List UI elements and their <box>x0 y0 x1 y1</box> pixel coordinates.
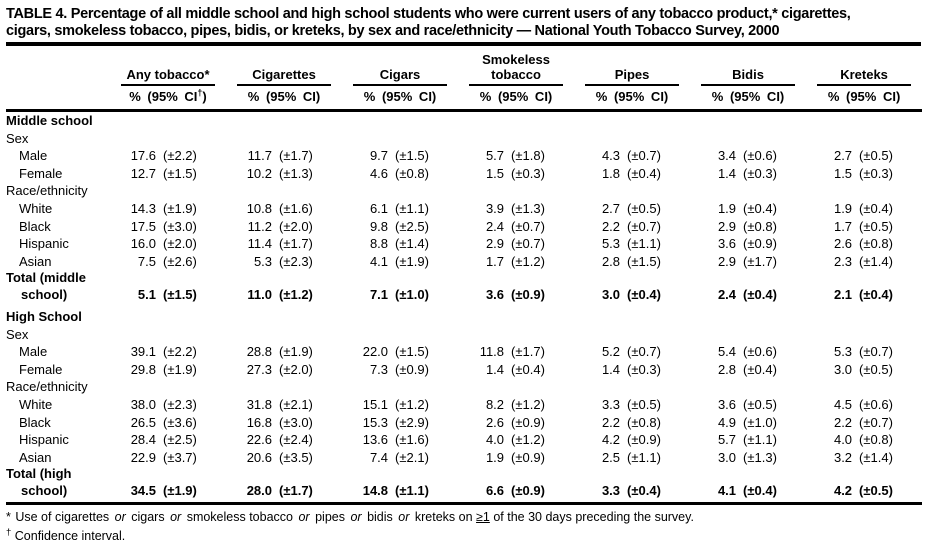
cell-percent: 11.8 <box>479 344 505 360</box>
cell-percent: 6.6 <box>458 466 504 503</box>
cell-percent: 3.0 <box>833 361 853 377</box>
cell-percent: 3.6 <box>717 396 737 412</box>
cell-percent: 1.9 <box>833 200 853 216</box>
row-label: White <box>19 396 53 412</box>
column-group-header: Kreteks <box>806 46 922 86</box>
cell-percent: 17.6 <box>130 148 156 164</box>
cell-confidence-interval: (±3.7) <box>163 449 197 465</box>
cell-percent: 11.2 <box>247 218 273 234</box>
cell-confidence-interval: (±1.8) <box>511 148 545 164</box>
cell-confidence-interval: (±0.8) <box>743 218 777 234</box>
table-row <box>6 130 922 148</box>
table-row <box>6 270 922 304</box>
cell-percent: 27.3 <box>246 361 273 377</box>
cell-percent: 16.0 <box>130 236 156 252</box>
column-header-spacer <box>6 46 110 86</box>
cell-confidence-interval: (±0.4) <box>743 287 777 303</box>
row-label: Race/ethnicity <box>6 379 88 395</box>
cell-percent: 22.6 <box>246 432 273 448</box>
cell-confidence-interval: (±1.4) <box>395 236 429 252</box>
cell-percent: 15.1 <box>362 396 389 412</box>
table-row <box>6 304 922 326</box>
cell-percent: 28.4 <box>130 432 156 448</box>
cell-confidence-interval: (±0.9) <box>511 414 545 430</box>
cell-percent: 11.4 <box>247 236 273 252</box>
cell-confidence-interval: (±0.5) <box>859 148 893 164</box>
cell-confidence-interval: (±1.7) <box>743 253 777 269</box>
cell-confidence-interval: (±1.9) <box>163 361 197 377</box>
cell-percent: 4.9 <box>717 414 737 430</box>
row-label: Total (middle school) <box>6 270 86 303</box>
cell-percent: 3.6 <box>485 287 505 303</box>
cell-confidence-interval: (±0.5) <box>859 361 893 377</box>
table-body <box>6 111 922 504</box>
table-row <box>6 253 922 271</box>
cell-confidence-interval: (±1.3) <box>743 449 777 465</box>
cell-percent: 7.4 <box>369 449 389 465</box>
cell-confidence-interval: (±0.9) <box>511 449 545 465</box>
cell-percent: 22.0 <box>362 344 389 360</box>
table-title <box>6 6 921 39</box>
cell-percent: 28.8 <box>246 344 273 360</box>
cell-confidence-interval: (±0.9) <box>504 466 574 503</box>
cell-confidence-interval: (±0.9) <box>511 287 545 303</box>
cell-confidence-interval: (±1.6) <box>279 200 313 216</box>
cell-confidence-interval: (±1.1) <box>627 449 661 465</box>
cell-percent: 8.2 <box>485 396 505 412</box>
column-group-header: Cigars <box>342 46 458 86</box>
cell-percent: 8.8 <box>369 236 389 252</box>
row-label: Female <box>19 165 63 181</box>
column-subheader: % (95% CI) <box>690 86 806 111</box>
cell-percent: 3.4 <box>717 148 737 164</box>
cell-confidence-interval: (±0.4) <box>743 361 777 377</box>
cell-percent: 12.7 <box>130 165 156 181</box>
row-label: Race/ethnicity <box>6 183 88 199</box>
column-subheader: % (95% CI) <box>806 86 922 111</box>
cell-confidence-interval: (±0.9) <box>395 361 429 377</box>
cell-confidence-interval: (±0.5) <box>852 466 922 503</box>
cell-percent: 22.9 <box>130 449 156 465</box>
cell-percent: 39.1 <box>130 344 156 360</box>
cell-confidence-interval: (±1.7) <box>279 148 313 164</box>
cell-confidence-interval: (±0.7) <box>627 344 661 360</box>
cell-percent: 6.1 <box>369 200 389 216</box>
table-row <box>6 343 922 361</box>
cell-confidence-interval: (±0.5) <box>743 396 777 412</box>
cell-confidence-interval: (±0.7) <box>511 218 545 234</box>
cell-confidence-interval: (±1.3) <box>279 165 313 181</box>
cell-confidence-interval: (±0.3) <box>511 165 545 181</box>
column-group-header: Any tobacco* <box>110 46 226 86</box>
cell-confidence-interval: (±3.0) <box>279 414 313 430</box>
cell-confidence-interval: (±0.7) <box>859 344 893 360</box>
cell-confidence-interval: (±0.3) <box>743 165 777 181</box>
cell-confidence-interval: (±2.0) <box>279 361 313 377</box>
cell-confidence-interval: (±2.2) <box>163 344 197 360</box>
cell-confidence-interval: (±0.8) <box>395 165 429 181</box>
cell-confidence-interval: (±3.6) <box>163 414 197 430</box>
cell-percent: 3.3 <box>574 466 620 503</box>
cell-percent: 38.0 <box>130 396 156 412</box>
table-row <box>6 218 922 236</box>
cell-percent: 1.7 <box>485 253 505 269</box>
column-subheader: % (95% CI†) <box>110 86 226 111</box>
cell-confidence-interval: (±0.4) <box>743 200 777 216</box>
cell-percent: 3.6 <box>717 236 737 252</box>
cell-confidence-interval: (±1.3) <box>511 200 545 216</box>
cell-percent: 2.2 <box>601 218 621 234</box>
table-row <box>6 235 922 253</box>
data-table <box>6 46 922 505</box>
cell-confidence-interval: (±0.4) <box>627 165 661 181</box>
cell-percent: 9.7 <box>369 148 389 164</box>
cell-percent: 2.6 <box>833 236 853 252</box>
empty-cells <box>110 130 922 148</box>
cell-confidence-interval: (±0.5) <box>627 396 661 412</box>
cell-confidence-interval: (±0.7) <box>859 414 893 430</box>
cell-percent: 2.9 <box>485 236 505 252</box>
cell-percent: 17.5 <box>130 218 156 234</box>
cell-percent: 1.4 <box>717 165 737 181</box>
cell-percent: 2.9 <box>717 253 737 269</box>
cell-percent: 5.3 <box>833 344 853 360</box>
footnotes <box>6 509 921 545</box>
column-subheader: % (95% CI) <box>226 86 342 111</box>
cell-percent: 1.5 <box>485 165 505 181</box>
cell-confidence-interval: (±1.1) <box>388 466 458 503</box>
cell-percent: 11.7 <box>247 148 273 164</box>
cell-percent: 3.0 <box>717 449 737 465</box>
cell-confidence-interval: (±1.9) <box>156 466 226 503</box>
cell-percent: 10.2 <box>246 165 273 181</box>
cell-confidence-interval: (±0.6) <box>859 396 893 412</box>
cell-percent: 4.0 <box>485 432 505 448</box>
cell-confidence-interval: (±1.0) <box>743 414 777 430</box>
table-row <box>6 326 922 344</box>
cell-percent: 5.7 <box>485 148 505 164</box>
row-label: White <box>19 200 53 216</box>
cell-percent: 2.8 <box>717 361 737 377</box>
row-label: High School <box>6 308 82 324</box>
row-label: Hispanic <box>19 236 69 252</box>
cell-confidence-interval: (±0.3) <box>627 361 661 377</box>
cell-percent: 11.0 <box>247 287 273 303</box>
cell-percent: 1.8 <box>601 165 621 181</box>
cell-confidence-interval: (±1.5) <box>627 253 661 269</box>
row-label: Asian <box>19 253 52 269</box>
cell-confidence-interval: (±3.0) <box>163 218 197 234</box>
cell-confidence-interval: (±1.6) <box>395 432 429 448</box>
table-row <box>6 396 922 414</box>
cell-confidence-interval: (±2.1) <box>279 396 313 412</box>
cell-confidence-interval: (±2.0) <box>163 236 197 252</box>
table-row <box>6 182 922 200</box>
column-subheader: % (95% CI) <box>574 86 690 111</box>
cell-confidence-interval: (±2.4) <box>279 432 313 448</box>
cell-confidence-interval: (±2.9) <box>395 414 429 430</box>
cell-percent: 2.2 <box>601 414 621 430</box>
cell-percent: 2.1 <box>833 287 853 303</box>
table-row <box>6 147 922 165</box>
table-row <box>6 449 922 467</box>
cell-confidence-interval: (±3.5) <box>279 449 313 465</box>
cell-percent: 5.4 <box>717 344 737 360</box>
table-row <box>6 378 922 396</box>
row-label: Female <box>19 361 63 377</box>
cell-percent: 1.7 <box>833 218 853 234</box>
cell-percent: 28.0 <box>226 466 272 503</box>
cell-percent: 4.1 <box>369 253 389 269</box>
row-label: Male <box>19 344 48 360</box>
table-row <box>6 431 922 449</box>
row-label: Hispanic <box>19 432 69 448</box>
cell-percent: 4.2 <box>601 432 621 448</box>
footnote: † Confidence interval. <box>6 527 126 544</box>
cell-confidence-interval: (±0.9) <box>743 236 777 252</box>
cell-confidence-interval: (±2.0) <box>279 218 313 234</box>
cell-percent: 4.3 <box>601 148 621 164</box>
cell-confidence-interval: (±0.8) <box>859 432 893 448</box>
cell-confidence-interval: (±1.0) <box>395 287 429 303</box>
cell-confidence-interval: (±1.5) <box>163 287 197 303</box>
cell-percent: 10.8 <box>246 200 273 216</box>
cell-percent: 14.8 <box>342 466 388 503</box>
cell-percent: 4.2 <box>806 466 852 503</box>
cell-confidence-interval: (±1.1) <box>395 200 429 216</box>
cell-percent: 34.5 <box>110 466 156 503</box>
cell-confidence-interval: (±0.4) <box>859 287 893 303</box>
cell-confidence-interval: (±1.2) <box>511 432 545 448</box>
row-label: Black <box>19 218 51 234</box>
cell-percent: 4.1 <box>690 466 736 503</box>
table-row <box>6 466 922 503</box>
row-label: Asian <box>19 449 52 465</box>
cell-percent: 3.9 <box>485 200 505 216</box>
cell-confidence-interval: (±2.3) <box>163 396 197 412</box>
cell-percent: 5.3 <box>253 253 273 269</box>
cell-confidence-interval: (±0.7) <box>511 236 545 252</box>
column-subheader: % (95% CI) <box>342 86 458 111</box>
cell-percent: 2.7 <box>601 200 621 216</box>
cell-confidence-interval: (±0.3) <box>859 165 893 181</box>
cell-confidence-interval: (±1.7) <box>511 344 545 360</box>
cell-percent: 1.5 <box>833 165 853 181</box>
cell-confidence-interval: (±0.9) <box>627 432 661 448</box>
column-subheader: % (95% CI) <box>458 86 574 111</box>
cell-confidence-interval: (±0.6) <box>743 344 777 360</box>
cell-percent: 9.8 <box>369 218 389 234</box>
footnote-marker: * <box>6 509 11 524</box>
cell-confidence-interval: (±0.8) <box>627 414 661 430</box>
row-label: Male <box>19 148 48 164</box>
cell-percent: 2.4 <box>485 218 505 234</box>
cell-confidence-interval: (±2.1) <box>395 449 429 465</box>
cell-confidence-interval: (±0.5) <box>627 200 661 216</box>
cell-percent: 15.3 <box>362 414 389 430</box>
row-label: Total (high school) <box>6 466 110 503</box>
cell-percent: 14.3 <box>130 200 156 216</box>
row-label: Sex <box>6 130 29 146</box>
row-label: Black <box>19 414 51 430</box>
cell-percent: 5.2 <box>601 344 621 360</box>
column-subheader-spacer <box>6 86 110 111</box>
title-line-2: cigars, smokeless tobacco, pipes, bidis, or kreteks, by sex and race/ethnicity — National Youth Tobacco Survey, 2000 <box>6 22 780 39</box>
cell-percent: 2.8 <box>601 253 621 269</box>
cell-percent: 4.5 <box>833 396 853 412</box>
cell-percent: 4.0 <box>833 432 853 448</box>
cell-percent: 3.0 <box>601 287 621 303</box>
table-row <box>6 361 922 379</box>
cell-confidence-interval: (±2.2) <box>163 148 197 164</box>
cell-percent: 7.5 <box>137 253 156 269</box>
cell-confidence-interval: (±1.2) <box>395 396 429 412</box>
cell-percent: 16.8 <box>246 414 273 430</box>
cell-percent: 2.5 <box>601 449 621 465</box>
cell-confidence-interval: (±0.4) <box>859 200 893 216</box>
cell-percent: 7.1 <box>369 287 389 303</box>
cell-confidence-interval: (±2.5) <box>395 218 429 234</box>
cell-percent: 3.3 <box>601 396 621 412</box>
cell-confidence-interval: (±1.2) <box>279 287 313 303</box>
cell-percent: 5.7 <box>717 432 737 448</box>
cell-percent: 5.1 <box>137 287 156 303</box>
cell-percent: 31.8 <box>246 396 273 412</box>
cell-percent: 1.9 <box>485 449 505 465</box>
cell-percent: 4.6 <box>369 165 389 181</box>
cell-percent: 1.4 <box>601 361 621 377</box>
table-row <box>6 111 922 130</box>
cell-confidence-interval: (±1.4) <box>859 449 893 465</box>
cell-confidence-interval: (±0.8) <box>859 236 893 252</box>
column-group-header: Bidis <box>690 46 806 86</box>
cell-confidence-interval: (±0.4) <box>620 466 690 503</box>
cell-percent: 20.6 <box>246 449 273 465</box>
cell-confidence-interval: (±1.4) <box>859 253 893 269</box>
cell-confidence-interval: (±1.1) <box>743 432 777 448</box>
cell-percent: 2.7 <box>833 148 853 164</box>
footnote: * Use of cigarettes or cigars or smokeless tobacco or pipes or bidis or kreteks on ≥1 of the 30 days preceding the survey. <box>6 509 694 524</box>
empty-cells <box>110 182 922 200</box>
table-row <box>6 200 922 218</box>
cell-percent: 3.2 <box>833 449 853 465</box>
cell-percent: 29.8 <box>130 361 156 377</box>
cell-percent: 26.5 <box>130 414 156 430</box>
cell-confidence-interval: (±1.2) <box>511 396 545 412</box>
table-header <box>6 46 922 111</box>
cell-percent: 2.2 <box>833 414 853 430</box>
cell-confidence-interval: (±0.5) <box>859 218 893 234</box>
cell-percent: 2.3 <box>833 253 853 269</box>
footnote-marker: † <box>6 527 12 539</box>
cell-confidence-interval: (±1.7) <box>279 236 313 252</box>
empty-cells <box>110 111 922 130</box>
cell-confidence-interval: (±0.4) <box>736 466 806 503</box>
cell-confidence-interval: (±0.4) <box>627 287 661 303</box>
cell-confidence-interval: (±1.5) <box>395 148 429 164</box>
empty-cells <box>110 304 922 326</box>
cell-confidence-interval: (±1.9) <box>163 200 197 216</box>
cell-percent: 2.9 <box>717 218 737 234</box>
table-row <box>6 414 922 432</box>
cell-confidence-interval: (±2.3) <box>279 253 313 269</box>
cell-percent: 13.6 <box>362 432 389 448</box>
column-group-header: Pipes <box>574 46 690 86</box>
cell-confidence-interval: (±1.7) <box>272 466 342 503</box>
cell-percent: 2.6 <box>485 414 505 430</box>
empty-cells <box>110 326 922 344</box>
cell-percent: 5.3 <box>601 236 621 252</box>
cell-confidence-interval: (±1.9) <box>395 253 429 269</box>
cell-percent: 1.4 <box>485 361 505 377</box>
table-row <box>6 165 922 183</box>
cell-confidence-interval: (±0.7) <box>627 218 661 234</box>
cell-confidence-interval: (±1.2) <box>511 253 545 269</box>
column-group-header: Cigarettes <box>226 46 342 86</box>
cell-confidence-interval: (±1.1) <box>627 236 661 252</box>
empty-cells <box>110 378 922 396</box>
cell-percent: 1.9 <box>717 200 737 216</box>
cell-confidence-interval: (±0.7) <box>627 148 661 164</box>
cell-confidence-interval: (±1.9) <box>279 344 313 360</box>
cell-percent: 7.3 <box>369 361 389 377</box>
cell-confidence-interval: (±1.5) <box>163 165 197 181</box>
row-label: Middle school <box>6 113 93 128</box>
cell-confidence-interval: (±1.5) <box>395 344 429 360</box>
cell-confidence-interval: (±0.6) <box>743 148 777 164</box>
cell-confidence-interval: (±0.4) <box>511 361 545 377</box>
cell-percent: 2.4 <box>717 287 737 303</box>
title-line-1: TABLE 4. Percentage of all middle school and high school students who were current users of any tobacco product,* cigarettes, <box>6 6 851 22</box>
row-label: Sex <box>6 326 29 342</box>
cell-confidence-interval: (±2.5) <box>163 432 197 448</box>
cell-confidence-interval: (±2.6) <box>163 253 197 269</box>
column-group-header: Smokeless tobacco <box>458 46 574 86</box>
